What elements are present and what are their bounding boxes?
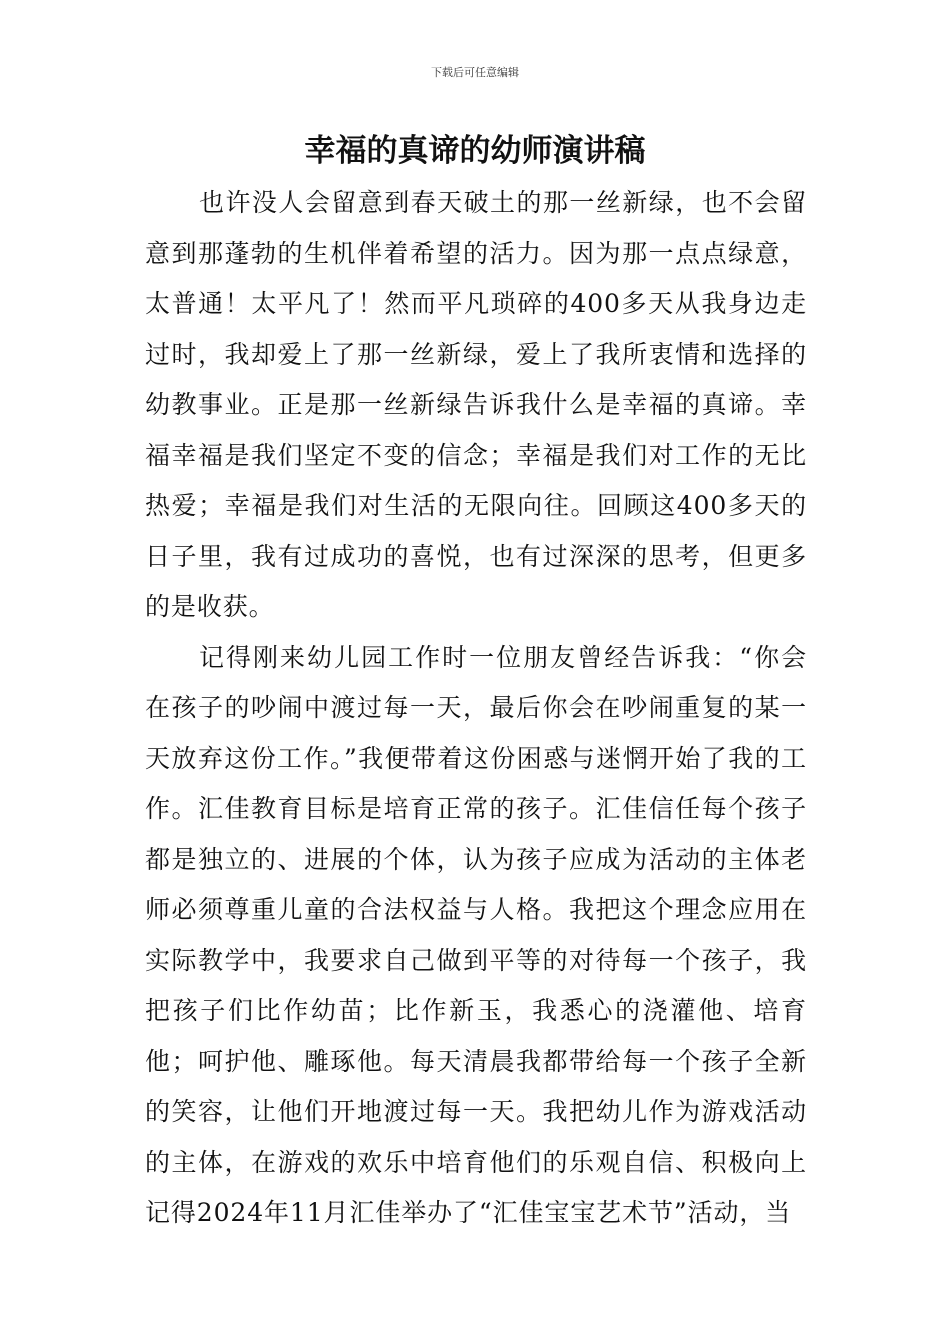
page-header-note: 下载后可任意编辑 — [431, 66, 519, 79]
body-paragraph-2: 记得刚来幼儿园工作时一位朋友曾经告诉我：“你会在孩子的吵闹中渡过每一天，最后你会在吵闹重复的某一天放弃这份工作。”我便带着这份困惑与迷惘开始了我的工作。汇佳教育目标是培育正常的孩子。汇佳信任每个孩子都是独立的、进展的个体，认为孩子应成为活动的主体老师必须尊重儿童的合法权益与人格。我把这个理念应用在实际教学中，我要求自己做到平等的对待每一个孩子，我把孩子们比作幼苗；比作新玉，我悉心的浇灌他、培育他；呵护他、雕琢他。每天清晨我都带给每一个孩子全新的笑容，让他们开地渡过每一天。我把幼儿作为游戏活动的主体，在游戏的欢乐中培育他们的乐观自信、积极向上记得2024年11月汇佳举办了“汇佳宝宝艺术节”活动，当 — [145, 642, 807, 1227]
body-paragraph-1: 也许没人会留意到春天破土的那一丝新绿，也不会留意到那蓬勃的生机伴着希望的活力。因为那一点点绿意，太普通！太平凡了！然而平凡琐碎的400多天从我身边走过时，我却爱上了那一丝新绿，爱上了我所衷情和选择的幼教事业。正是那一丝新绿告诉我什么是幸福的真谛。幸福幸福是我们坚定不变的信念；幸福是我们对工作的无比热爱；幸福是我们对生活的无限向往。回顾这400多天的日子里，我有过成功的喜悦，也有过深深的思考，但更多的是收获。 — [145, 188, 807, 621]
document-body — [145, 178, 807, 1239]
document-title: 幸福的真谛的幼师演讲稿 — [304, 133, 646, 169]
